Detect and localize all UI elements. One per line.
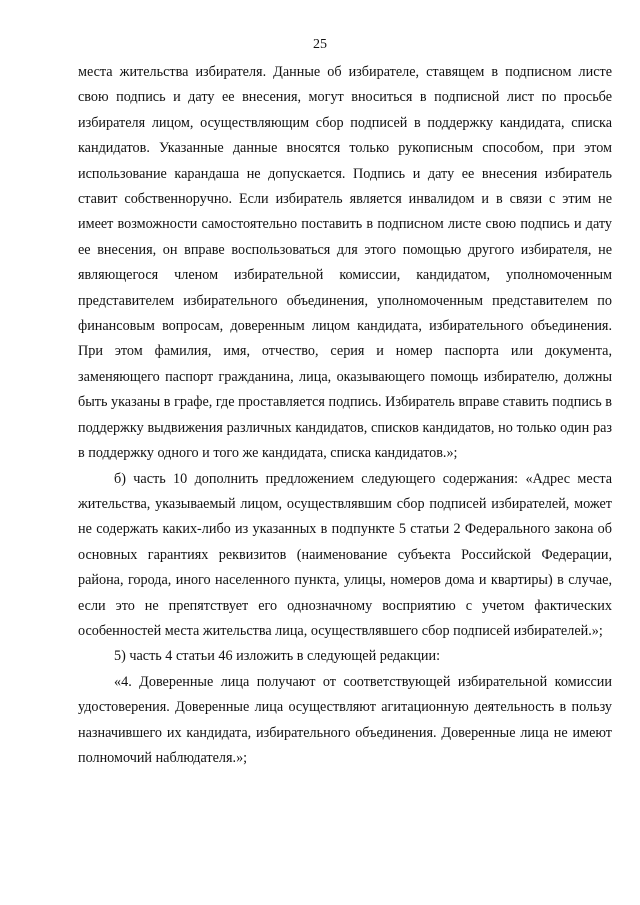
paragraph-item-b: б) часть 10 дополнить предложением следующего содержания: «Адрес места жительства, указываемый лицом, осуществлявшим сбор подписей избирателей, может не содержать каких-либо из указанных в подпункте 5 статьи 2 Федерального закона об основных гарантиях реквизитов (наименование субъекта Российской Федерации, района, города, иного населенного пункта, улицы, номеров дома и квартиры) в случае, если это не препятствует его однозначному восприятию с учетом фактических особенностей места жительства лица, осуществлявшего сбор подписей избирателей.»; <box>78 470 612 639</box>
paragraph-item-5: 5) часть 4 статьи 46 изложить в следующей редакции: <box>114 648 441 665</box>
paragraph-quote-4: «4. Доверенные лица получают от соответствующей избирательной комиссии удостоверения. Доверенные лица осуществляют агитационную деятельность в пользу назначившего их кандидата, избирательного объединения. Доверенные лица не имеют полномочий наблюдателя.»; <box>78 673 612 766</box>
document-body <box>78 60 612 771</box>
page-number: 25 <box>313 37 327 52</box>
paragraph-continuation: места жительства избирателя. Данные об избирателе, ставящем в подписном листе свою подпись и дату ее внесения, могут вноситься в подписной лист по просьбе избирателя лицом, осуществляющим сбор подписей в поддержку кандидата, списка кандидатов. Указанные данные вносятся только рукописным способом, при этом использование карандаша не допускается. Подпись и дату ее внесения избиратель ставит собственноручно. Если избиратель является инвалидом и в связи с этим не имеет возможности самостоятельно поставить в подписном листе свою подпись и дату ее внесения, он вправе воспользоваться для этого помощью другого избирателя, не являющегося членом избирательной комиссии, кандидатом, уполномоченным представителем избирательного объединения, уполномоченным представителем по финансовым вопросам, доверенным лицом кандидата, избирательного объединения. При этом фамилия, имя, отчество, серия и номер паспорта или документа, заменяющего паспорт гражданина, лица, оказывающего помощь избирателю, должны быть указаны в графе, где проставляется подпись. Избиратель вправе ставить подпись в поддержку выдвижения различных кандидатов, списков кандидатов, но только один раз в поддержку одного и того же кандидата, списка кандидатов.»; <box>78 64 612 462</box>
